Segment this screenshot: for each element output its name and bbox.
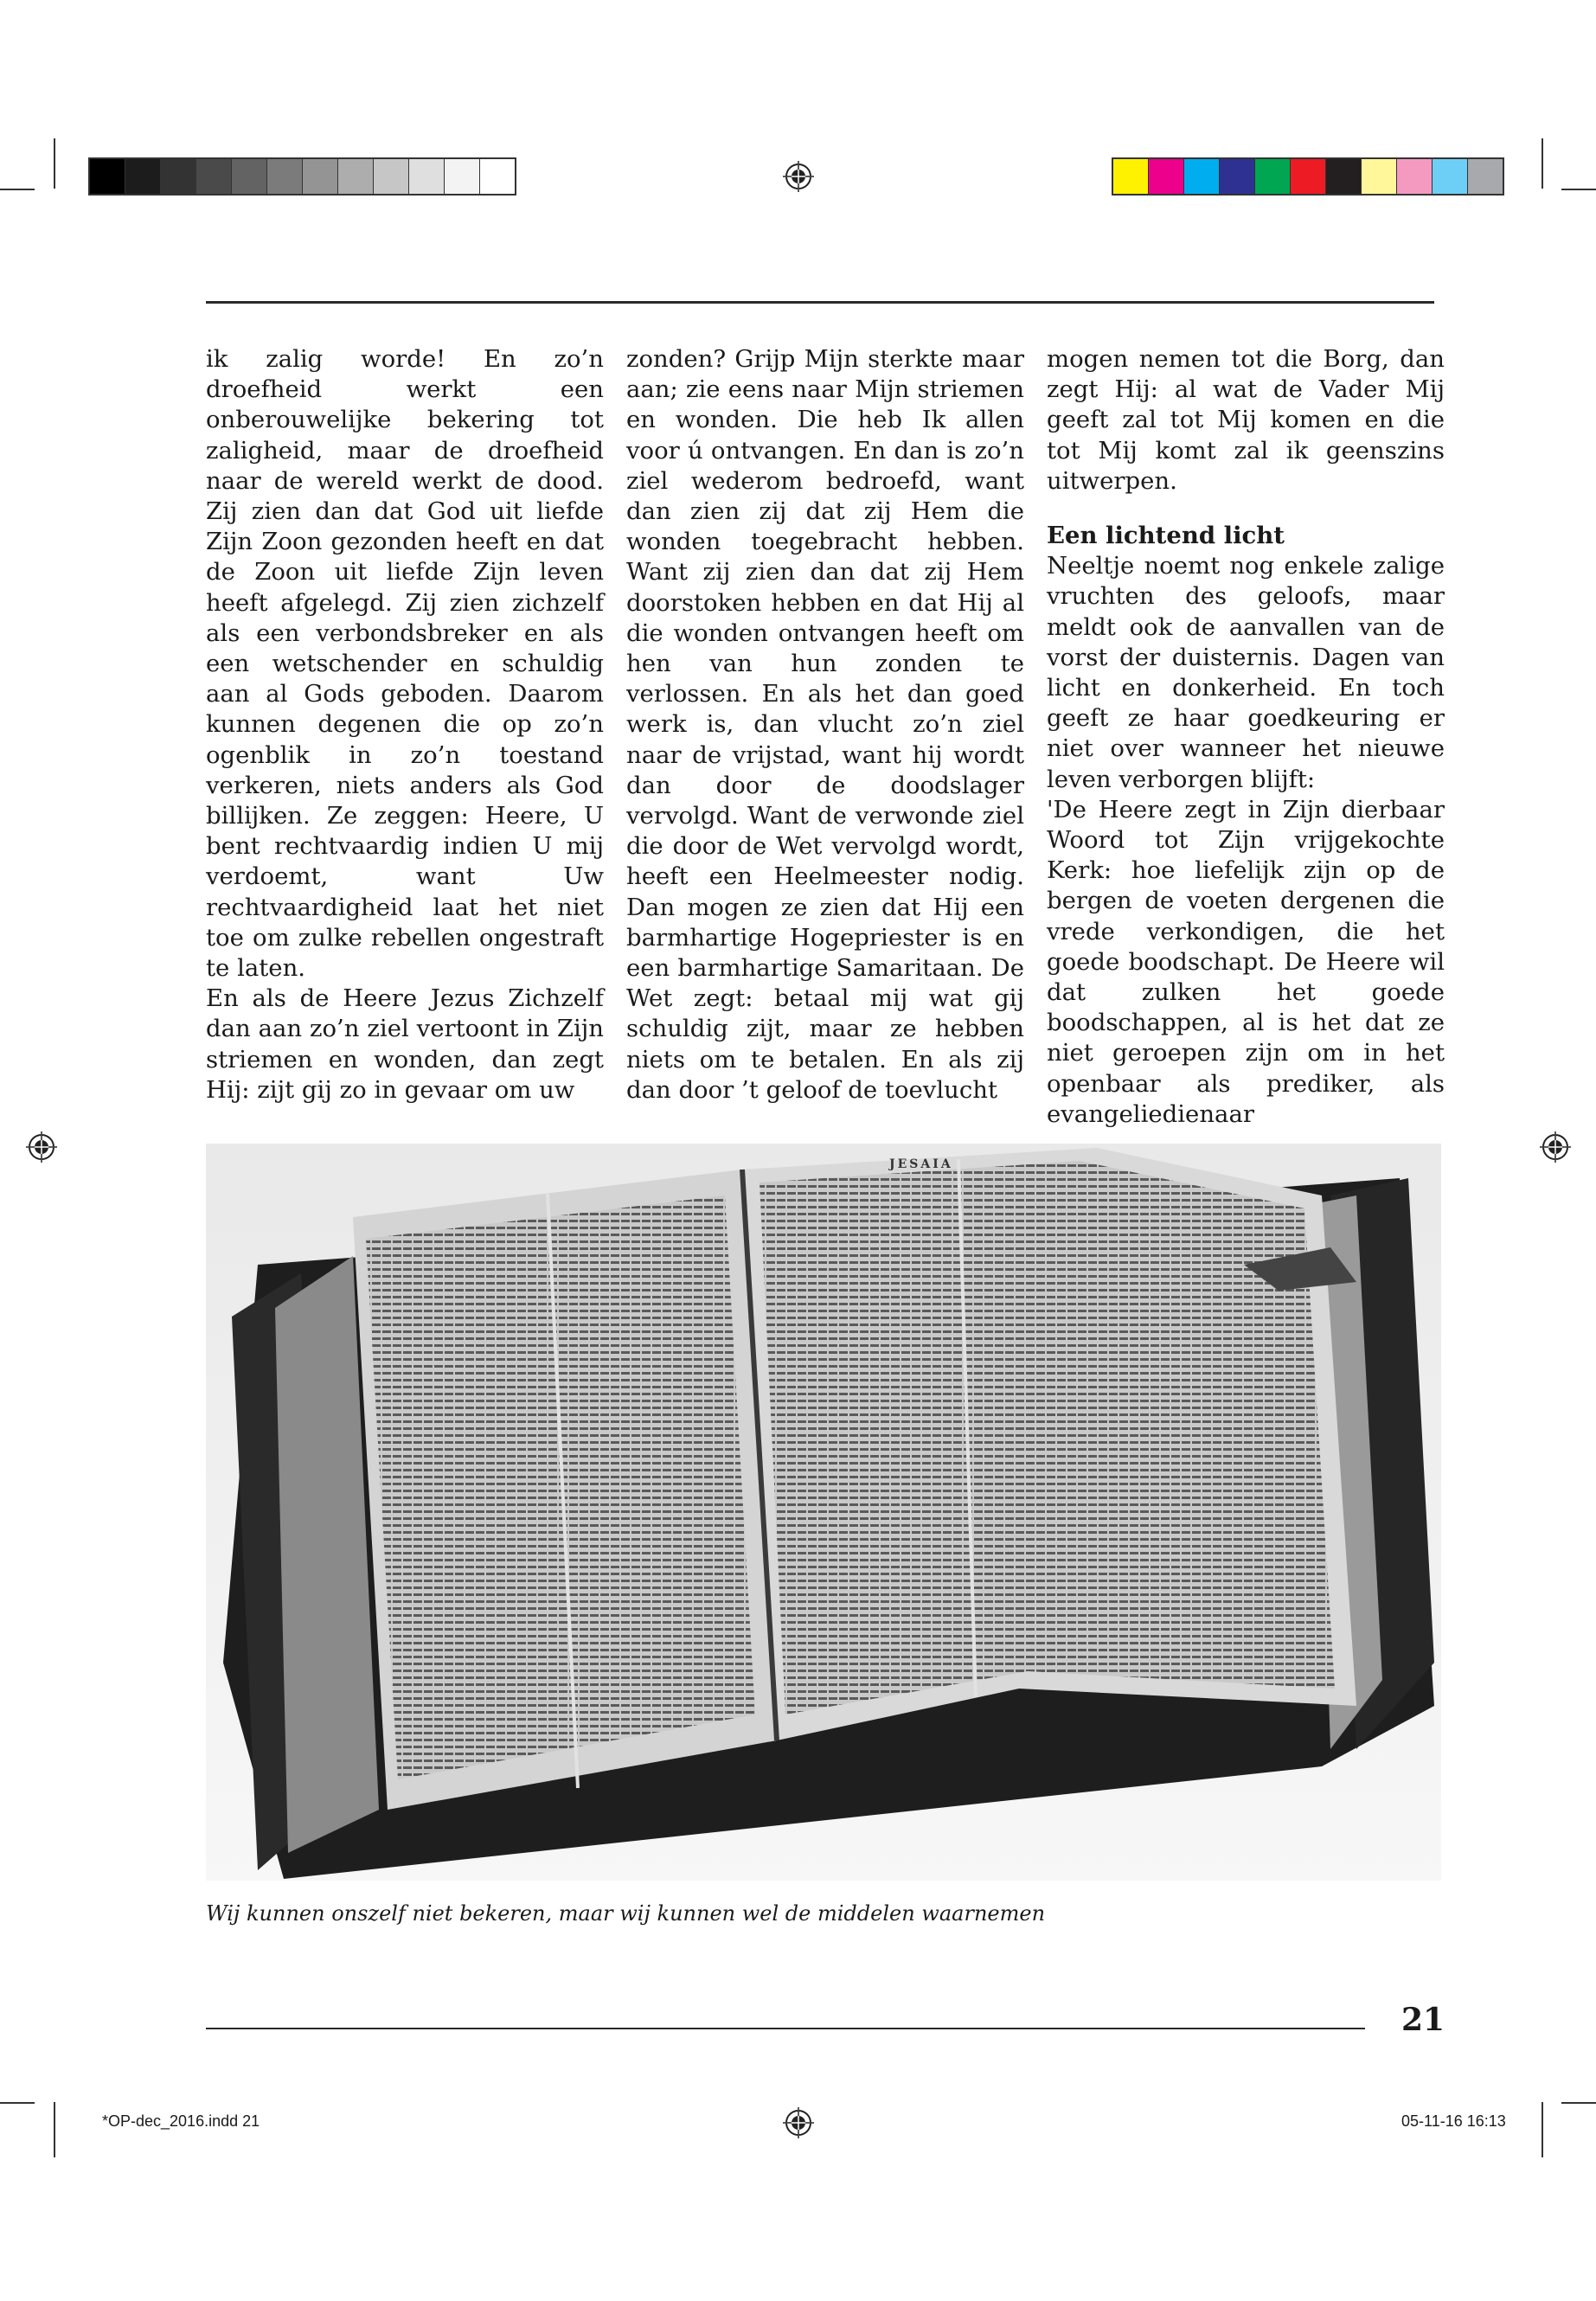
crop-mark: [1561, 2102, 1596, 2104]
crop-mark: [0, 2102, 35, 2104]
color-swatch: [480, 159, 515, 194]
text-column-2: [626, 344, 1024, 1106]
color-swatch: [445, 159, 480, 194]
color-swatch: [374, 159, 409, 194]
color-swatch: [1433, 159, 1468, 194]
page-number: 21: [1401, 2002, 1445, 2038]
grayscale-color-bar: [88, 157, 516, 195]
registration-mark-icon: [783, 161, 814, 192]
registration-mark-icon: [1540, 1131, 1571, 1163]
color-swatch: [90, 159, 125, 194]
paragraph: zonden? Grijp Mijn sterkte maar aan; zie eens naar Mijn striemen en wonden. Die heb Ik allen voor ú ontvangen. En dan is zo’n ziel wederom bedroefd, want dan zien zij dat zij Hem die wonden toegebracht hebben. Want zij zien dan dat zij Hem doorstoken hebben en dat Hij al die wonden ontvangen heeft om hen van hun zonden te verlossen. En als het dan goed werk is, dan vlucht zo’n ziel naar de vrijstad, want hij wordt dan door de doodslager vervolgd. Want de verwonde ziel die door de Wet vervolgd wordt, heeft een Heelmeester nodig. Dan mogen ze zien dat Hij een barmhartige Hogepriester is en een barmhartige Samaritaan. De Wet zegt: betaal mij wat gij schuldig zijt, maar ze hebben niets om te betalen. En als zij dan door ’t geloof de toevlucht: [626, 345, 1024, 1104]
text-column-3: [1047, 344, 1445, 1130]
crop-mark: [1542, 2102, 1543, 2157]
slug-filename: *OP-dec_2016.indd 21: [102, 2112, 260, 2130]
paragraph: Neeltje noemt nog enkele zalige vruchten des geloofs, maar meldt ook de aanvallen van de vorst der duisternis. Dagen van licht en donkerheid. En toch geeft ze haar goedkeuring er niet over wanneer het nieuwe leven verborgen blijft:: [1047, 552, 1445, 793]
color-swatch: [409, 159, 445, 194]
text-column-1: [206, 344, 604, 1106]
color-swatch: [267, 159, 303, 194]
process-color-bar: [1112, 157, 1504, 195]
color-swatch: [1113, 159, 1149, 194]
slug-timestamp: 05-11-16 16:13: [1401, 2112, 1506, 2130]
color-swatch: [125, 159, 161, 194]
bottom-rule: [206, 2028, 1365, 2029]
paragraph: ik zalig worde! En zo’n droefheid werkt een onberouwelijke bekering tot zaligheid, maar de droefheid naar de wereld werkt de dood. Zij zien dan dat God uit liefde Zijn Zoon gezonden heeft en dat de Zoon uit liefde Zijn leven heeft afgelegd. Zij zien zichzelf als een verbondsbreker en als een wetschender en schuldig aan al Gods geboden. Daarom kunnen degenen die op zo’n ogenblik in zo’n toestand verkeren, niets anders als God billijken. Ze zeggen: Heere, U bent rechtvaardig indien U mij verdoemt, want Uw rechtvaardigheid laat het niet toe om zulke rebellen ongestraft te laten.: [206, 345, 604, 983]
color-swatch: [1149, 159, 1184, 194]
crop-mark: [1561, 189, 1596, 190]
color-swatch: [303, 159, 338, 194]
color-swatch: [1397, 159, 1433, 194]
color-swatch: [196, 159, 232, 194]
paragraph: 'De Heere zegt in Zijn dierbaar Woord tot Zijn vrijgekochte Kerk: hoe liefelijk zijn op de bergen de voeten dergenen die vrede verkondigen, die het goede boodschapt. De Heere wil dat zulken het goede boodschappen, al is het dat ze niet geroepen zijn om in het openbaar als prediker, als evangeliedienaar: [1047, 795, 1445, 1128]
registration-mark-icon: [26, 1131, 57, 1163]
figure-caption: Wij kunnen onszelf niet bekeren, maar wij kunnen wel de middelen waarnemen: [206, 1901, 1046, 1926]
section-heading: Een lichtend licht: [1047, 522, 1285, 550]
open-bible-photo: [206, 1144, 1441, 1881]
crop-mark: [54, 2102, 55, 2157]
color-swatch: [1326, 159, 1362, 194]
registration-mark-icon: [783, 2107, 814, 2138]
book-header-text: JESAIA: [889, 1157, 953, 1171]
color-swatch: [1184, 159, 1220, 194]
color-swatch: [1362, 159, 1397, 194]
crop-mark: [54, 138, 55, 189]
paragraph: En als de Heere Jezus Zichzelf dan aan zo’n ziel vertoont in Zijn striemen en wonden, dan zegt Hij: zijt gij zo in gevaar om uw: [206, 984, 604, 1104]
color-swatch: [161, 159, 196, 194]
crop-mark: [1542, 138, 1543, 189]
color-swatch: [232, 159, 267, 194]
color-swatch: [1255, 159, 1291, 194]
color-swatch: [1291, 159, 1326, 194]
paragraph: mogen nemen tot die Borg, dan zegt Hij: al wat de Vader Mij geeft zal tot Mij komen en die tot Mij komt zal ik geenszins uitwerpen.: [1047, 345, 1445, 495]
color-swatch: [1220, 159, 1255, 194]
color-swatch: [1468, 159, 1503, 194]
color-swatch: [338, 159, 374, 194]
crop-mark: [0, 189, 35, 190]
top-rule: [206, 301, 1434, 304]
